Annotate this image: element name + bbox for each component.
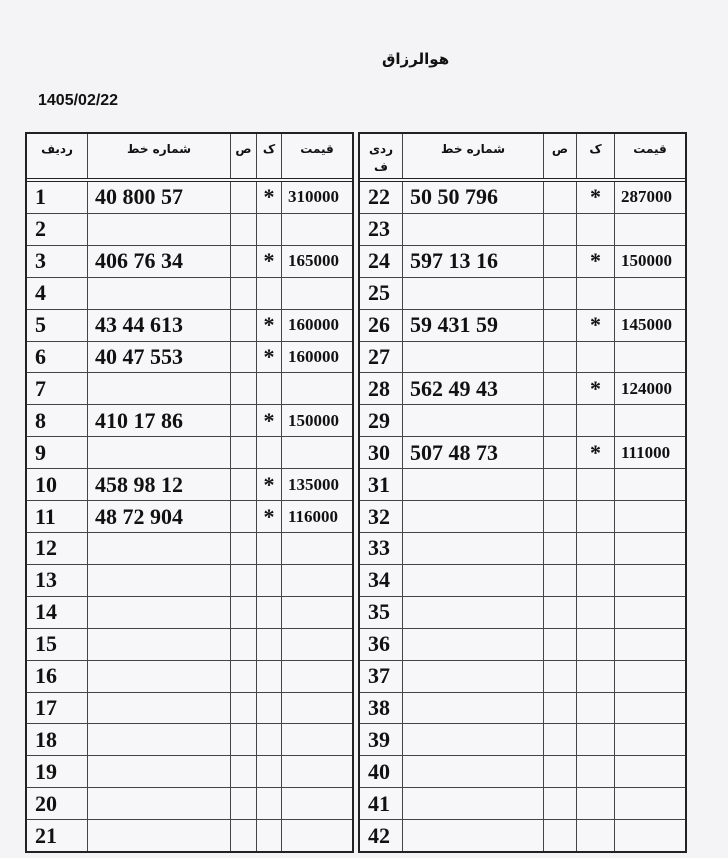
s-cell (230, 756, 256, 787)
price: 287000 (614, 182, 685, 213)
row-number: 15 (35, 631, 57, 657)
table-row (360, 756, 685, 788)
k-mark: * (576, 246, 614, 277)
phone-number (87, 788, 230, 819)
k-mark (576, 756, 614, 787)
row-number: 35 (368, 599, 390, 625)
k-mark (576, 629, 614, 660)
phone-number: 40 800 57 (87, 182, 230, 213)
row-number: 11 (35, 503, 56, 529)
k-mark (256, 788, 281, 819)
table-row (27, 501, 352, 533)
s-cell (230, 246, 256, 277)
s-cell (230, 693, 256, 724)
s-cell (543, 278, 576, 309)
s-cell (543, 724, 576, 755)
table-row (360, 820, 685, 851)
row-number: 27 (368, 343, 390, 369)
s-cell (543, 693, 576, 724)
k-mark: * (576, 310, 614, 341)
row-number: 3 (35, 248, 46, 274)
k-mark (256, 661, 281, 692)
row-number: 36 (368, 631, 390, 657)
price: 116000 (281, 501, 352, 532)
price (614, 820, 685, 851)
s-cell (230, 565, 256, 596)
s-cell (543, 469, 576, 500)
phone-number (402, 693, 543, 724)
header-k: ک (576, 134, 614, 178)
phone-number: 40 47 553 (87, 342, 230, 373)
table-row (360, 724, 685, 756)
s-cell (230, 629, 256, 660)
phone-number: 410 17 86 (87, 405, 230, 436)
right-price-table (358, 132, 687, 853)
s-cell (230, 597, 256, 628)
s-cell (230, 724, 256, 755)
table-row (27, 182, 352, 214)
s-cell (543, 533, 576, 564)
phone-number (87, 565, 230, 596)
row-number: 10 (35, 471, 57, 497)
s-cell (230, 437, 256, 468)
phone-number (402, 788, 543, 819)
s-cell (230, 469, 256, 500)
s-cell (543, 661, 576, 692)
price (281, 788, 352, 819)
row-number: 7 (35, 375, 46, 401)
header-s: ص (230, 134, 256, 178)
table-row (27, 565, 352, 597)
header-row-number: ردی ف (368, 142, 394, 174)
s-cell (543, 214, 576, 245)
price (614, 629, 685, 660)
phone-number (87, 533, 230, 564)
price (614, 693, 685, 724)
phone-number (402, 501, 543, 532)
table-row (360, 405, 685, 437)
table-header (27, 134, 352, 182)
s-cell (543, 565, 576, 596)
price: 310000 (281, 182, 352, 213)
row-number: 4 (35, 280, 46, 306)
row-number: 28 (368, 375, 390, 401)
price (281, 533, 352, 564)
price: 135000 (281, 469, 352, 500)
phone-number (87, 693, 230, 724)
k-mark: * (256, 182, 281, 213)
table-row (27, 820, 352, 851)
row-number: 12 (35, 535, 57, 561)
price (281, 661, 352, 692)
row-number: 5 (35, 312, 46, 338)
phone-number: 458 98 12 (87, 469, 230, 500)
s-cell (230, 278, 256, 309)
table-row (360, 501, 685, 533)
k-mark: * (256, 310, 281, 341)
price: 165000 (281, 246, 352, 277)
table-row (27, 629, 352, 661)
price (614, 214, 685, 245)
phone-number (87, 661, 230, 692)
row-number: 37 (368, 663, 390, 689)
price (614, 724, 685, 755)
price (281, 278, 352, 309)
s-cell (543, 310, 576, 341)
phone-number: 43 44 613 (87, 310, 230, 341)
s-cell (543, 788, 576, 819)
k-mark (576, 597, 614, 628)
table-row (360, 469, 685, 501)
price (281, 629, 352, 660)
table-row (27, 469, 352, 501)
table-row (27, 724, 352, 756)
table-row (27, 661, 352, 693)
price (281, 373, 352, 404)
row-number: 32 (368, 503, 390, 529)
k-mark (256, 629, 281, 660)
row-number: 13 (35, 567, 57, 593)
row-number: 6 (35, 343, 46, 369)
row-number: 39 (368, 726, 390, 752)
price (614, 565, 685, 596)
price (614, 788, 685, 819)
phone-number (87, 597, 230, 628)
s-cell (230, 405, 256, 436)
price (281, 820, 352, 851)
phone-number (402, 597, 543, 628)
k-mark (576, 214, 614, 245)
page-title: هوالرزاق (382, 50, 450, 68)
header-price: قیمت (614, 134, 685, 178)
table-row (360, 246, 685, 278)
phone-number (87, 278, 230, 309)
table-row (360, 661, 685, 693)
price (281, 693, 352, 724)
k-mark (576, 724, 614, 755)
price (614, 756, 685, 787)
table-row (27, 693, 352, 725)
s-cell (230, 788, 256, 819)
row-number: 18 (35, 726, 57, 752)
s-cell (230, 533, 256, 564)
k-mark (256, 693, 281, 724)
row-number: 22 (368, 184, 390, 210)
row-number: 20 (35, 790, 57, 816)
table-row (360, 182, 685, 214)
price: 160000 (281, 342, 352, 373)
k-mark: * (256, 342, 281, 373)
row-number: 33 (368, 535, 390, 561)
table-row (27, 756, 352, 788)
k-mark: * (576, 437, 614, 468)
row-number: 34 (368, 567, 390, 593)
row-number: 1 (35, 184, 46, 210)
phone-number (402, 342, 543, 373)
k-mark (256, 724, 281, 755)
k-mark (576, 533, 614, 564)
phone-number (402, 756, 543, 787)
phone-number (87, 629, 230, 660)
s-cell (543, 756, 576, 787)
k-mark (576, 405, 614, 436)
k-mark (576, 501, 614, 532)
s-cell (543, 437, 576, 468)
s-cell (230, 820, 256, 851)
s-cell (230, 182, 256, 213)
table-row (27, 278, 352, 310)
table-row (360, 629, 685, 661)
k-mark (576, 693, 614, 724)
row-number: 17 (35, 694, 57, 720)
s-cell (230, 310, 256, 341)
phone-number (402, 565, 543, 596)
price: 150000 (281, 405, 352, 436)
row-number: 9 (35, 439, 46, 465)
k-mark (256, 214, 281, 245)
table-row (360, 373, 685, 405)
row-number: 40 (368, 758, 390, 784)
row-number: 16 (35, 663, 57, 689)
phone-number (87, 820, 230, 851)
table-row (27, 373, 352, 405)
price (281, 565, 352, 596)
s-cell (230, 661, 256, 692)
table-row (27, 214, 352, 246)
row-number: 26 (368, 312, 390, 338)
price (614, 661, 685, 692)
price (281, 437, 352, 468)
table-row (360, 342, 685, 374)
k-mark (256, 597, 281, 628)
header-k: ک (256, 134, 281, 178)
k-mark (576, 342, 614, 373)
price (614, 597, 685, 628)
k-mark: * (256, 246, 281, 277)
price: 145000 (614, 310, 685, 341)
table-row (27, 342, 352, 374)
k-mark (256, 756, 281, 787)
price: 150000 (614, 246, 685, 277)
phone-number (402, 533, 543, 564)
phone-number (87, 373, 230, 404)
row-number: 2 (35, 216, 46, 242)
row-number: 29 (368, 407, 390, 433)
price (281, 214, 352, 245)
row-number: 19 (35, 758, 57, 784)
k-mark: * (256, 501, 281, 532)
phone-number (87, 756, 230, 787)
phone-number (402, 661, 543, 692)
price (281, 597, 352, 628)
table-row (27, 788, 352, 820)
price: 111000 (614, 437, 685, 468)
phone-number (402, 629, 543, 660)
price (614, 469, 685, 500)
s-cell (543, 373, 576, 404)
phone-number (402, 278, 543, 309)
phone-number (87, 214, 230, 245)
k-mark (256, 565, 281, 596)
k-mark (256, 533, 281, 564)
k-mark: * (576, 373, 614, 404)
row-number: 23 (368, 216, 390, 242)
table-body (360, 182, 685, 851)
table-row (360, 310, 685, 342)
s-cell (543, 246, 576, 277)
k-mark (256, 437, 281, 468)
row-number: 25 (368, 280, 390, 306)
row-number: 30 (368, 439, 390, 465)
table-body (27, 182, 352, 851)
header-phone-number: شماره خط (402, 134, 543, 178)
phone-number: 406 76 34 (87, 246, 230, 277)
phone-number: 50 50 796 (402, 182, 543, 213)
phone-number (87, 437, 230, 468)
s-cell (230, 342, 256, 373)
phone-number: 597 13 16 (402, 246, 543, 277)
table-row (360, 437, 685, 469)
price (281, 756, 352, 787)
phone-number: 59 431 59 (402, 310, 543, 341)
row-number: 24 (368, 248, 390, 274)
phone-number (402, 469, 543, 500)
row-number: 31 (368, 471, 390, 497)
k-mark (256, 278, 281, 309)
s-cell (230, 501, 256, 532)
price: 124000 (614, 373, 685, 404)
k-mark (576, 278, 614, 309)
table-row (360, 788, 685, 820)
k-mark (256, 373, 281, 404)
row-number: 38 (368, 694, 390, 720)
row-number: 41 (368, 790, 390, 816)
table-row (360, 278, 685, 310)
k-mark (576, 820, 614, 851)
phone-number (402, 724, 543, 755)
table-row (27, 405, 352, 437)
price: 160000 (281, 310, 352, 341)
k-mark (256, 820, 281, 851)
header-row-number: ردیف (41, 142, 73, 156)
table-header (360, 134, 685, 182)
s-cell (230, 214, 256, 245)
phone-number: 48 72 904 (87, 501, 230, 532)
phone-number: 507 48 73 (402, 437, 543, 468)
s-cell (543, 597, 576, 628)
table-row (360, 597, 685, 629)
s-cell (543, 629, 576, 660)
s-cell (543, 405, 576, 436)
price (614, 342, 685, 373)
row-number: 8 (35, 407, 46, 433)
phone-number (402, 214, 543, 245)
s-cell (543, 182, 576, 213)
row-number: 42 (368, 822, 390, 848)
row-number: 21 (35, 822, 57, 848)
table-row (27, 597, 352, 629)
k-mark: * (256, 469, 281, 500)
s-cell (230, 373, 256, 404)
s-cell (543, 501, 576, 532)
phone-number (402, 820, 543, 851)
k-mark (576, 565, 614, 596)
k-mark (576, 469, 614, 500)
price (614, 533, 685, 564)
table-row (360, 565, 685, 597)
table-row (360, 533, 685, 565)
table-row (27, 533, 352, 565)
k-mark (576, 661, 614, 692)
table-row (27, 437, 352, 469)
table-row (27, 246, 352, 278)
header-s: ص (543, 134, 576, 178)
s-cell (543, 820, 576, 851)
price (614, 501, 685, 532)
table-row (360, 693, 685, 725)
row-number: 14 (35, 599, 57, 625)
price (614, 405, 685, 436)
document-date: 1405/02/22 (38, 92, 119, 109)
price (281, 724, 352, 755)
header-phone-number: شماره خط (87, 134, 230, 178)
table-row (360, 214, 685, 246)
s-cell (543, 342, 576, 373)
header-price: قیمت (281, 134, 352, 178)
k-mark: * (576, 182, 614, 213)
price (614, 278, 685, 309)
phone-number: 562 49 43 (402, 373, 543, 404)
phone-number (87, 724, 230, 755)
table-row (27, 310, 352, 342)
k-mark (576, 788, 614, 819)
phone-number (402, 405, 543, 436)
left-price-table (25, 132, 354, 853)
k-mark: * (256, 405, 281, 436)
